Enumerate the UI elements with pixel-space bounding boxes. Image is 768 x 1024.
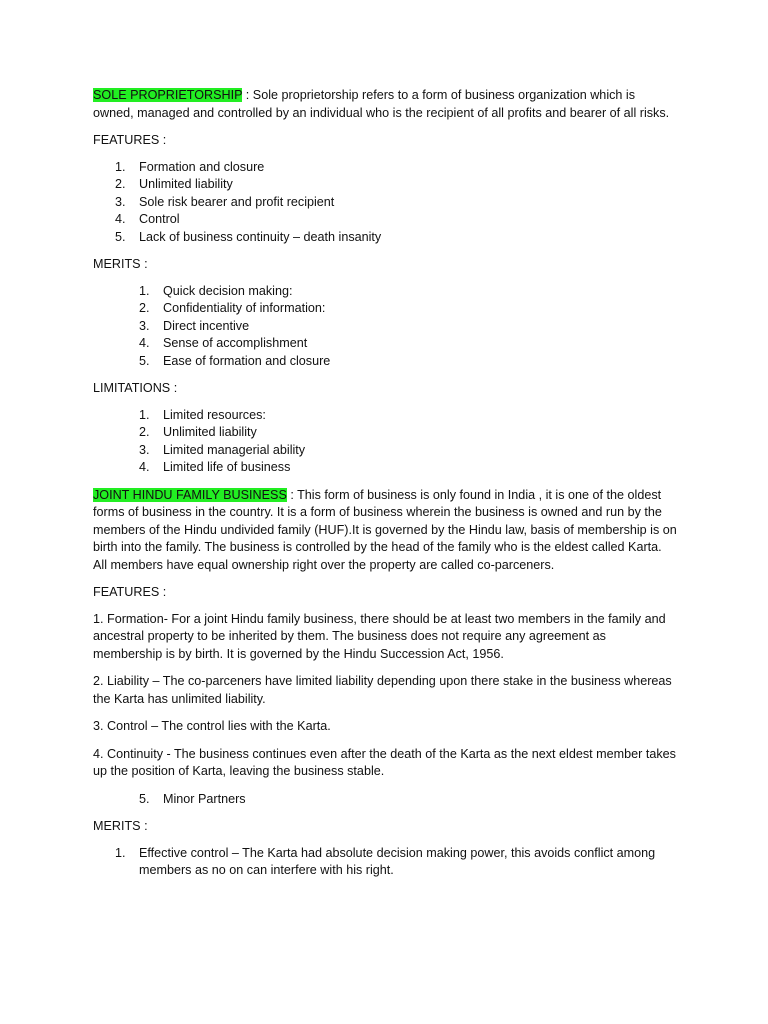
huf-feature-paragraph: 1. Formation- For a joint Hindu family business, there should be at least two members in the family and ancestral property to be inherited by them. The business does not require any agreement as membership is by birth. It is governed by the Hindu Succession Act, 1956. <box>93 611 666 661</box>
huf-feature-paragraph: 3. Control – The control lies with the Karta. <box>93 719 331 733</box>
huf-feature-paragraph: 2. Liability – The co-parceners have limited liability depending upon there stake in the business whereas the Karta has unlimited liability. <box>93 674 672 706</box>
sole-merits-list <box>93 283 678 371</box>
sole-proprietorship-text: : Sole proprietorship refers to a form of business organization which is owned, managed and controlled by an individual who is the recipient of all profits and bearer of all risks. <box>93 88 670 120</box>
list-item: 1. Effective control – The Karta had absolute decision making power, this avoids conflict among members as no on can interfere with his right. <box>115 845 656 877</box>
sole-proprietorship-title: SOLE PROPRIETORSHIP <box>93 88 243 102</box>
list-item: 2. Unlimited liability <box>115 177 233 191</box>
list-item: 5. Ease of formation and closure <box>139 353 331 368</box>
sole-limitations-list <box>93 407 678 477</box>
huf-title: JOINT HINDU FAMILY BUSINESS <box>93 487 287 502</box>
document-page <box>93 87 678 890</box>
list-item: 4. Limited life of business <box>139 460 291 474</box>
list-item: 4. Control <box>115 212 180 226</box>
huf-merits-heading: MERITS : <box>93 819 148 833</box>
list-item: 4. Sense of accomplishment <box>139 336 308 350</box>
list-item: 3. Limited managerial ability <box>139 442 306 457</box>
list-item: 1. Formation and closure <box>115 159 265 174</box>
huf-features-heading: FEATURES : <box>93 585 167 599</box>
huf-text: : This form of business is only found in India , it is one of the oldest forms of business in the country. It is a form of business wherein the business is owned and run by the members of the Hindu undivided family (HUF).It is governed by the Hindu law, basis of membership is on birth into the family. The business is controlled by the head of the family who is the eldest called Karta. All members have equal ownership right over the property are called co-parceners. <box>93 487 677 572</box>
list-item: 1. Limited resources: <box>139 407 266 422</box>
sole-proprietorship-definition <box>93 87 678 122</box>
sole-features-heading: FEATURES : <box>93 133 167 147</box>
list-item: 3. Sole risk bearer and profit recipient <box>115 194 335 209</box>
list-item: 5. Lack of business continuity – death insanity <box>115 229 382 244</box>
sole-features-list <box>93 159 678 247</box>
sole-merits-heading: MERITS : <box>93 257 148 271</box>
list-item: 2. Unlimited liability <box>139 425 257 439</box>
huf-minor-partners: 5. Minor Partners <box>139 791 246 806</box>
huf-merits-list <box>93 845 678 880</box>
list-item: 3. Direct incentive <box>139 318 250 333</box>
list-item: 1. Quick decision making: <box>139 283 293 298</box>
sole-limitations-heading: LIMITATIONS : <box>93 381 178 395</box>
list-item: 2. Confidentiality of information: <box>139 301 326 315</box>
huf-feature-paragraph: 4. Continuity - The business continues even after the death of the Karta as the next eldest member takes up the position of Karta, leaving the business stable. <box>93 746 676 778</box>
huf-definition <box>93 487 678 575</box>
